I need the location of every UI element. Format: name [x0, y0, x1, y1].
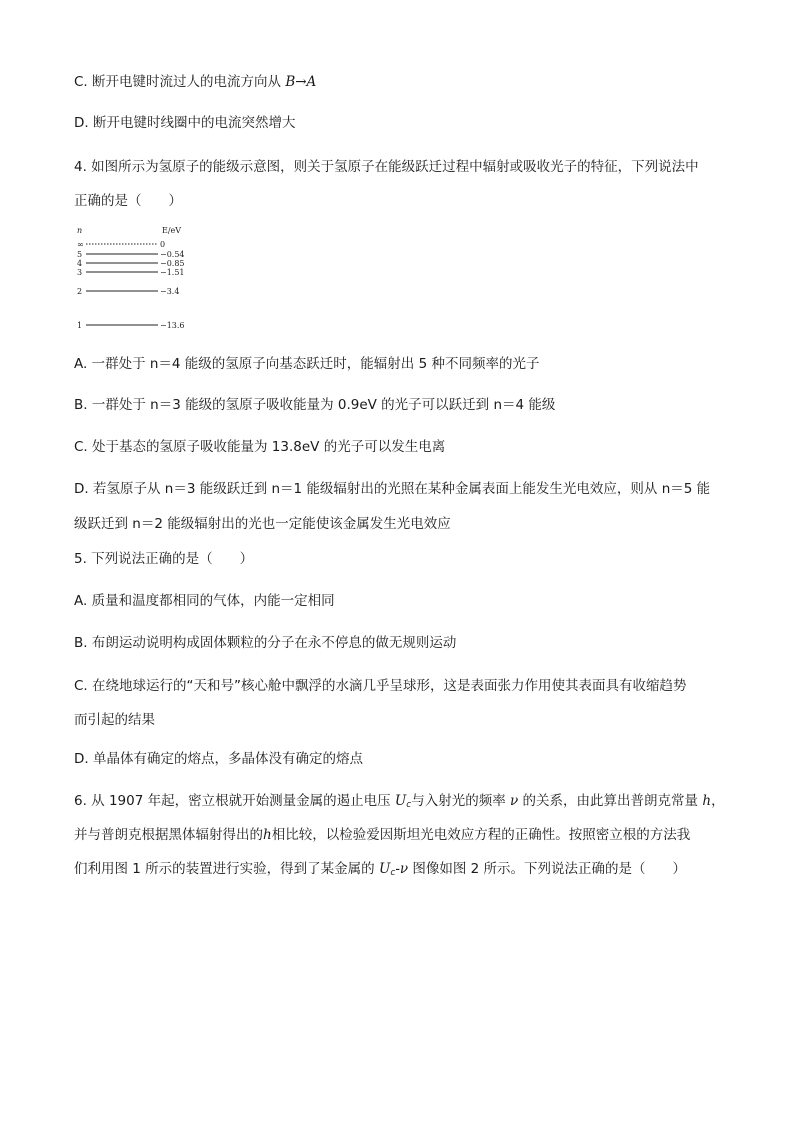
level-n-label: 3: [77, 268, 83, 277]
q6-stem-line-3: [74, 860, 686, 882]
q6-l3-symbol-u: U: [378, 861, 391, 877]
q5-stem: 5. 下列说法正确的是（ ）: [74, 551, 254, 567]
q3-option-c: [74, 73, 316, 91]
q4-option-a: A. 一群处于 n＝4 能级的氢原子向基态跃迁时，能辐射出 5 种不同频率的光子: [74, 356, 540, 372]
q6-l1-subscript-c: c: [406, 800, 412, 810]
q6-stem-line-1: [74, 792, 725, 814]
level-energy-label: −1.51: [160, 268, 185, 277]
q5-option-c-line-2: 而引起的结果: [74, 712, 155, 728]
q4-stem-line-2: 正确的是（ ）: [74, 193, 182, 209]
q5-option-c-line-1: C. 在绕地球运行的“天和号”核心舱中飘浮的水滴几乎呈球形，这是表面张力作用使其表面具有收缩趋势: [74, 678, 687, 694]
level-n-label: 2: [77, 287, 83, 296]
q4-option-d-line-1: D. 若氢原子从 n＝3 能级跃迁到 n＝1 能级辐射出的光照在某种金属表面上能发生光电效应，则从 n＝5 能: [74, 481, 711, 497]
q4-option-c: C. 处于基态的氢原子吸收能量为 13.8eV 的光子可以发生电离: [74, 439, 446, 455]
q6-l1-text-b: 与入射光的频率: [411, 793, 511, 809]
q6-l1-text-c: 的关系，由此算出普朗克常量: [518, 793, 703, 809]
level-n-label: 5: [77, 250, 83, 259]
q4-stem-line-1: 4. 如图所示为氢原子的能级示意图，则关于氢原子在能级跃迁过程中辐射或吸收光子的特征，下列说法中: [74, 159, 699, 175]
level-n-label: 4: [77, 259, 83, 268]
q6-l1-text-a: 6. 从 1907 年起，密立根就开始测量金属的遏止电压: [74, 793, 395, 809]
q6-l2-symbol-h: h: [263, 827, 272, 843]
q6-l2-text-a: 并与普朗克根据黑体辐射得出的: [74, 827, 263, 843]
level-n-label: ∞: [77, 240, 84, 249]
level-energy-label: −0.54: [160, 250, 185, 259]
diagram-n-label: n: [77, 226, 83, 235]
q6-l1-symbol-nu: ν: [510, 793, 519, 809]
q6-l3-text-b: 图像如图 2 所示。下列说法正确的是（ ）: [408, 861, 687, 877]
q6-l3-subscript-c: c: [390, 868, 396, 878]
q6-l1-text-d: ，: [711, 793, 725, 809]
energy-levels: [77, 240, 185, 330]
level-energy-label: −3.4: [160, 287, 180, 296]
q6-l2-text-b: 相比较，以检验爱因斯坦光电效应方程的正确性。按照密立根的方法我: [271, 827, 691, 843]
q6-l3-symbol-nu: -ν: [395, 861, 409, 877]
energy-level-diagram: [74, 225, 214, 335]
q6-l3-text-a: 们利用图 1 所示的装置进行实验，得到了某金属的: [74, 861, 379, 877]
q5-option-b: B. 布朗运动说明构成固体颗粒的分子在永不停息的做无规则运动: [74, 635, 457, 651]
q4-option-b: B. 一群处于 n＝3 能级的氢原子吸收能量为 0.9eV 的光子可以跃迁到 n＝4 能级: [74, 397, 556, 413]
q3-option-c-expr: B→A: [285, 74, 317, 90]
q5-option-d: D. 单晶体有确定的熔点，多晶体没有确定的熔点: [74, 751, 363, 767]
level-n-label: 1: [77, 321, 83, 330]
q4-option-d-line-2: 级跃迁到 n＝2 能级辐射出的光也一定能使该金属发生光电效应: [74, 516, 451, 532]
level-energy-label: −0.85: [160, 259, 185, 268]
q6-l1-symbol-u: U: [394, 793, 407, 809]
q3-option-c-text: C. 断开电键时流过人的电流方向从: [74, 74, 286, 90]
q3-option-d: D. 断开电键时线圈中的电流突然增大: [74, 115, 296, 131]
q5-option-a: A. 质量和温度都相同的气体，内能一定相同: [74, 593, 335, 609]
q6-stem-line-2: [74, 826, 690, 844]
q6-l1-symbol-h: h: [702, 793, 712, 809]
diagram-energy-label: E/eV: [162, 226, 182, 235]
level-energy-label: −13.6: [160, 321, 185, 330]
level-energy-label: 0: [160, 240, 166, 249]
